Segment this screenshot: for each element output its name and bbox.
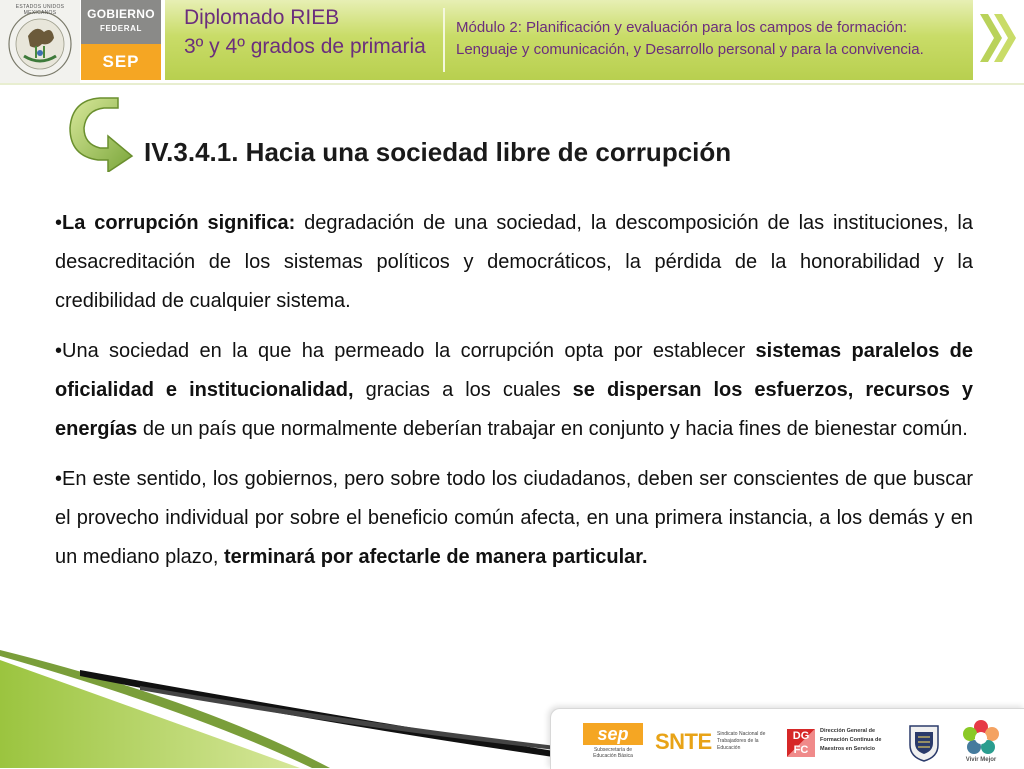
federal-label: FEDERAL	[100, 24, 142, 33]
bold-phrase: se dispersan los esfuerzos, recursos y energías	[55, 379, 973, 440]
diplomado-title: Diplomado RIEB	[184, 6, 340, 29]
paragraph-text: En este sentido, los gobiernos, pero sobre todo los ciudadanos, deben ser conscientes de que buscar el provecho individual por sobre el beneficio común afecta, en una primera instancia, a los demás y en un mediano plazo,	[55, 468, 973, 568]
bullet-marker: •	[55, 468, 63, 490]
header-underline	[0, 83, 1024, 85]
bold-phrase: La corrupción significa:	[62, 212, 296, 234]
snte-logo	[655, 729, 767, 761]
mexican-seal-icon	[6, 6, 74, 78]
mexican-seal	[0, 0, 80, 84]
bullet-marker: •	[55, 212, 63, 234]
paragraph-text: gracias a los cuales	[353, 379, 573, 401]
dgf-caption: Dirección General de Formación Continua de Maestros en Servicio	[820, 728, 882, 752]
curved-green-arrow-icon	[60, 92, 136, 172]
bullet-paragraph-2	[55, 332, 973, 449]
course-banner	[165, 0, 973, 80]
module-title-line1: Módulo 2: Planificación y evaluación para los campos de formación:	[456, 19, 908, 36]
slide-title: IV.3.4.1. Hacia una sociedad libre de corrupción	[144, 137, 732, 167]
module-title-line2: Lenguaje y comunicación, y Desarrollo personal y para la convivencia.	[456, 41, 924, 58]
dgf-mark: DG FC	[787, 729, 815, 757]
gobierno-label: GOBIERNO	[87, 7, 155, 21]
sep-mark: sep	[583, 723, 643, 745]
paragraph-text: de un país que normalmente deberían trabajar en conjunto y hacia fines de bienestar común.	[137, 418, 968, 440]
diplomado-grades: 3º y 4º grados de primaria	[184, 35, 426, 58]
bullet-paragraph-1	[55, 204, 973, 321]
bullet-marker: •	[55, 340, 63, 362]
paragraph-text: degradación de una sociedad, la descomposición de las instituciones, la desacreditación de los sistemas políticos y democráticos, la pérdida de la honorabilidad y la credibilidad de cualquier sistema.	[55, 212, 974, 312]
sep-subtitle: Subsecretaría de Educación Básica	[593, 747, 633, 759]
bold-phrase: sistemas paralelos de oficialidad e institucionalidad,	[55, 340, 974, 401]
vivir-mejor-logo	[961, 719, 1001, 767]
vivir-mejor-flower-icon	[961, 719, 1001, 757]
seal-caption: ESTADOS UNIDOS MEXICANOS	[15, 4, 65, 16]
footer-logo-bar	[550, 708, 1024, 769]
sep-footer-logo	[583, 723, 643, 763]
header-banner	[0, 0, 1024, 84]
banner-divider	[443, 8, 445, 72]
slide-body	[55, 204, 973, 588]
snte-caption: Sindicato Nacional de Trabajadores de la Educación	[717, 731, 766, 751]
vivir-mejor-caption: Vivir Mejor	[965, 757, 997, 763]
unam-shield-icon	[907, 723, 941, 763]
sep-logo: SEP	[81, 44, 161, 80]
double-chevron-icon	[976, 10, 1020, 66]
dgfcms-logo	[787, 727, 891, 763]
snte-mark: SNTE	[655, 729, 712, 754]
bold-phrase: terminará por afectarle de manera particular.	[224, 546, 648, 568]
bullet-paragraph-3	[55, 460, 973, 577]
paragraph-text: Una sociedad en la que ha permeado la corrupción opta por establecer	[62, 340, 756, 362]
gobierno-federal-logo	[81, 0, 161, 44]
green-swoosh-decoration	[0, 640, 560, 768]
